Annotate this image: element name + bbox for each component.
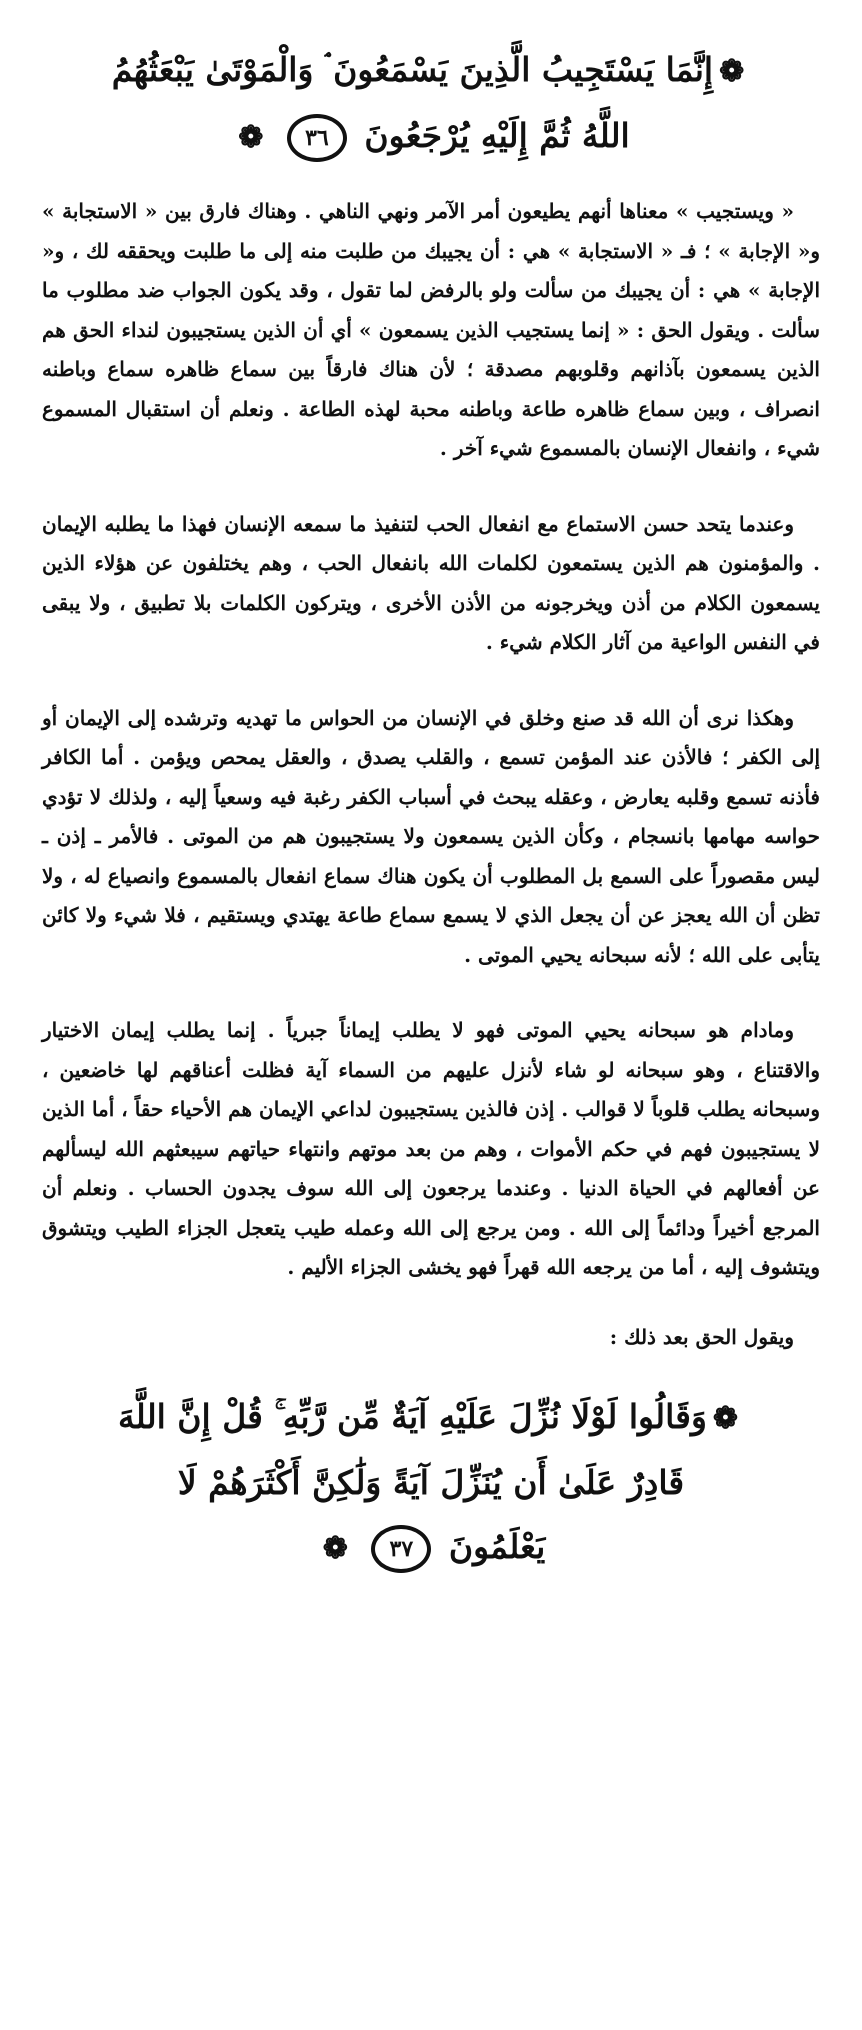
floral-ornament-icon: ❁ [712,1401,739,1436]
ayah-number: ٣٦ [287,114,347,162]
verse-line [42,104,820,170]
book-page [42,36,820,1581]
floral-ornament-icon: ❁ [719,54,745,89]
verse-text: قَادِرٌ عَلَىٰ أَن يُنَزِّلَ آيَةً وَلَٰكِنَّ أَكْثَرَهُمْ لَا [177,1463,685,1502]
verse-line [42,38,820,104]
paragraph: ويقول الحق بعد ذلك : [609,1324,794,1349]
verse-text: وَقَالُوا لَوْلَا نُزِّلَ عَلَيْهِ آيَةٌ مِّن رَّبِّهِ ۚ قُلْ إِنَّ اللَّهَ [117,1397,707,1436]
paragraph: وعندما يتحد حسن الاستماع مع انفعال الحب لتنفيذ ما سمعه الإنسان فهذا ما يطلبه الإيمان . والمؤمنون هم الذين يستمعون لكلمات الله بانفعال الحب ، وهم يختلفون عن هؤلاء الذين يسمعون الكلام من أذن ويخرجونه من الأذن الأخرى ، ويتركون الكلمات بلا تطبيق ، ولا يبقى في النفس الواعية من آثار الكلام شيء . [42,511,820,654]
paragraph: ومادام هو سبحانه يحيي الموتى فهو لا يطلب إيماناً جبرياً . إنما يطلب إيمان الاختيار والاقتناع ، وهو سبحانه لو شاء لأنزل عليهم من السماء آية فظلت أعناقهم لها خاضعين ، وسبحانه يطلب قلوباً لا قوالب . إذن فالذين يستجيبون لداعي الإيمان هم الأحياء حقاً ، أما الذين لا يستجيبون فهم في حكم الأموات ، وهم من بعد موتهم وانتهاء حياتهم سيبعثهم الله ليسألهم عن أفعالهم في الحياة الدنيا . وعندما يرجعون إلى الله سوف يجدون الحساب . ونعلم أن المرجع أخيراً ودائماً إلى الله . ومن يرجع إلى الله وعمله طيب يتعجل الجزاء الطيب ويتشوق ويتشوف إليه ، أما من يرجعه الله قهراً فهو يخشى الجزاء الأليم . [42,1018,820,1279]
verse-text: يَعْلَمُونَ [448,1527,546,1566]
ayah-number: ٣٧ [371,1525,431,1573]
paragraph: « ويستجيب » معناها أنهم يطيعون أمر الآمر ونهي الناهي . وهناك فارق بين « الاستجابة » و« الإجابة » ؛ فـ « الاستجابة » هي : أن يجيبك من طلبت منه إلى ما طلبت ويحققه لك ، و« الإجابة » هي : أن يجيبك من سألت ولو بالرفض لما تقول ، وقد يكون الجواب ضد مطلوب ما سألت . ويقول الحق : « إنما يستجيب الذين يسمعون » أي أن الذين يستجيبون لنداء الحق هم الذين يسمعون بآذانهم وقلوبهم مصدقة ؛ لأن هناك فارقاً بين سماع ظاهره سماع وباطنه انصراف ، وبين سماع ظاهره طاعة وباطنه محبة لهذه الطاعة . ونعلم أن استقبال المسموع شيء ، وانفعال الإنسان بالمسموع شيء آخر . [42,199,820,460]
quran-verse-36 [42,38,820,170]
verse-line [42,1451,820,1515]
paragraph: وهكذا نرى أن الله قد صنع وخلق في الإنسان من الحواس ما تهديه وترشده إلى الإيمان أو إلى الكفر ؛ فالأذن عند المؤمن تسمع ، والقلب يصدق ، والعقل يمحص ويؤمن . أما الكافر فأذنه تسمع وقلبه يعارض ، وعقله يبحث في أسباب الكفر رغبة فيه وسعياً إليه ، ولذلك لا تؤدي حواسه مهامها بانسجام ، وكأن الذين يسمعون ولا يستجيبون هم من الموتى . فالأمر ـ إذن ـ ليس مقصوراً على السمع بل المطلوب أن يكون هناك سماع انفعال بالمسموع وانصياع له ، ولا تظن أن الله يعجز عن أن يجعل الذي لا يسمع سماع طاعة يهتدي ويستقيم ، فلا شيء ولا كائن يتأبى على الله ؛ لأنه سبحانه يحيي الموتى . [42,705,821,967]
verse-line [42,1385,820,1451]
verse-text: إِنَّمَا يَسْتَجِيبُ الَّذِينَ يَسْمَعُونَ ۘ وَالْمَوْتَىٰ يَبْعَثُهُمُ [111,50,714,89]
floral-ornament-icon: ❁ [238,120,264,155]
quran-verse-37 [42,1385,820,1581]
verse-line [42,1515,820,1581]
floral-ornament-icon: ❁ [322,1531,348,1566]
verse-text: اللَّهُ ثُمَّ إِلَيْهِ يُرْجَعُونَ [364,116,630,155]
